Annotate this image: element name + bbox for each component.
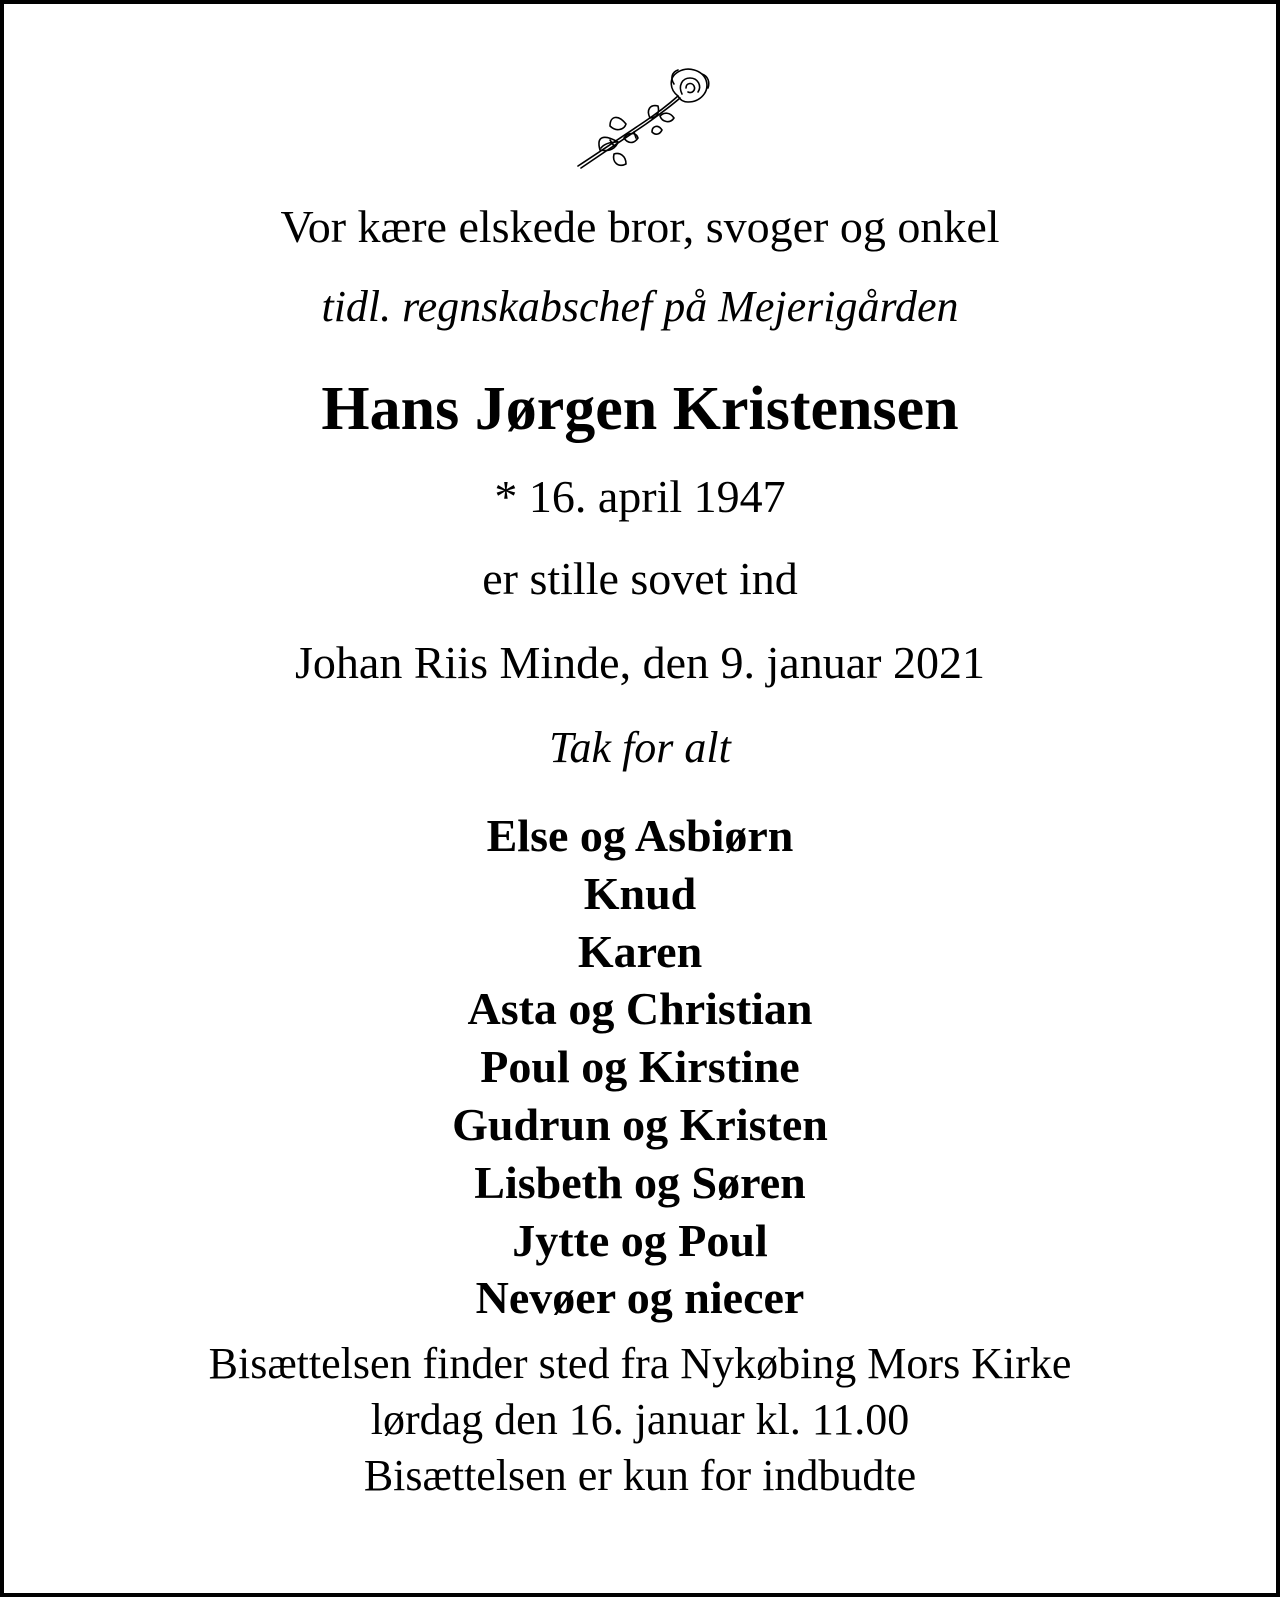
intro-line: Vor kære elskede bror, svoger og onkel xyxy=(280,201,1000,252)
funeral-time: lørdag den 16. januar kl. 11.00 xyxy=(370,1395,910,1444)
mourner-name: Jytte og Poul xyxy=(512,1214,768,1266)
mourners-list xyxy=(4,810,1276,1333)
funeral-location: Bisættelsen finder sted fra Nykøbing Mors Kirke xyxy=(208,1339,1072,1388)
mourner-name: Poul og Kirstine xyxy=(480,1041,800,1093)
thanks-line: Tak for alt xyxy=(549,723,731,772)
mourner-name: Else og Asbiørn xyxy=(486,810,794,861)
mourner-name: Lisbeth og Søren xyxy=(474,1156,806,1208)
mourner-name: Asta og Christian xyxy=(467,983,813,1035)
passed-away-text: er stille sovet ind xyxy=(482,553,798,604)
birth-date: * 16. april 1947 xyxy=(494,471,786,522)
place-and-date: Johan Riis Minde, den 9. januar 2021 xyxy=(295,637,985,688)
rose-icon xyxy=(574,64,714,174)
mourner-name: Gudrun og Kristen xyxy=(452,1098,828,1150)
deceased-name: Hans Jørgen Kristensen xyxy=(321,375,959,443)
mourner-name: Nevøer og niecer xyxy=(475,1272,805,1324)
mourner-name: Karen xyxy=(577,925,703,977)
funeral-note: Bisættelsen er kun for indbudte xyxy=(363,1451,917,1500)
mourner-name: Knud xyxy=(583,867,697,919)
deceased-title: tidl. regnskabschef på Mejerigården xyxy=(321,282,959,331)
funeral-details xyxy=(4,1339,1276,1510)
